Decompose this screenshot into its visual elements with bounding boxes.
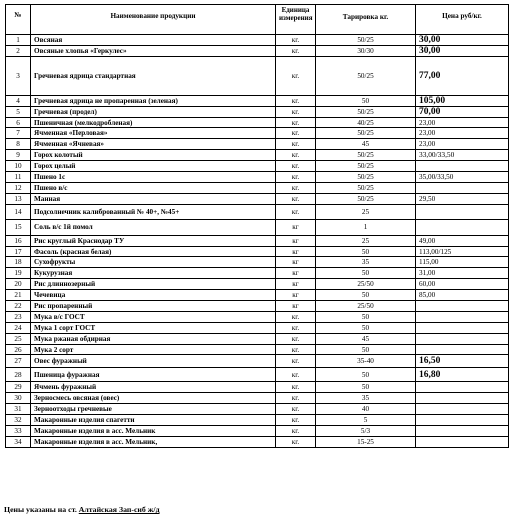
table-row (6, 106, 509, 117)
product-name: Гречневая ядрица не пропаренная (зеленая) (31, 95, 276, 106)
row-number: 26 (6, 344, 31, 355)
price-cell: 77,00 (416, 56, 509, 95)
product-name: Макаронные изделия спагетти (31, 415, 276, 426)
unit-cell: кг. (276, 355, 316, 368)
table-row (6, 150, 509, 161)
product-name: Мука ржаная обдирная (31, 333, 276, 344)
row-number: 28 (6, 368, 31, 382)
row-number: 15 (6, 219, 31, 235)
product-name: Подсолнечник калиброванный № 40+, №45+ (31, 204, 276, 219)
tare-cell: 35 (316, 257, 416, 268)
table-row (6, 382, 509, 393)
price-cell (416, 393, 509, 404)
tare-cell: 25/50 (316, 301, 416, 312)
price-cell: 30,00 (416, 45, 509, 56)
unit-cell: кг. (276, 56, 316, 95)
price-cell: 23,00 (416, 139, 509, 150)
price-cell (416, 382, 509, 393)
table-row (6, 45, 509, 56)
unit-cell: кг. (276, 368, 316, 382)
tare-cell: 25 (316, 204, 416, 219)
unit-cell: кг (276, 235, 316, 246)
table-row (6, 257, 509, 268)
price-cell (416, 311, 509, 322)
tare-cell: 50 (316, 344, 416, 355)
unit-cell: кг. (276, 436, 316, 447)
price-cell: 85,00 (416, 290, 509, 301)
tare-cell: 50 (316, 268, 416, 279)
header-num: № (6, 5, 31, 35)
unit-cell: кг (276, 279, 316, 290)
unit-cell: кг. (276, 322, 316, 333)
tare-cell: 50 (316, 311, 416, 322)
table-row (6, 172, 509, 183)
tare-cell: 50 (316, 322, 416, 333)
unit-cell: кг. (276, 128, 316, 139)
product-name: Горох колотый (31, 150, 276, 161)
table-header-row (6, 5, 509, 35)
price-cell: 31,00 (416, 268, 509, 279)
row-number: 10 (6, 161, 31, 172)
tare-cell: 5/3 (316, 426, 416, 437)
table-row (6, 393, 509, 404)
product-name: Гречневая (продел) (31, 106, 276, 117)
footer-note (4, 505, 160, 514)
price-cell: 70,00 (416, 106, 509, 117)
table-row (6, 161, 509, 172)
footer-prefix: Цены указаны на ст. (4, 505, 79, 514)
row-number: 13 (6, 193, 31, 204)
price-table (5, 4, 509, 448)
price-cell (416, 404, 509, 415)
unit-cell: кг. (276, 333, 316, 344)
table-row (6, 279, 509, 290)
table-row (6, 404, 509, 415)
product-name: Пшеничная (мелкодробленая) (31, 117, 276, 128)
product-name: Мука 1 сорт ГОСТ (31, 322, 276, 333)
product-name: Пшено 1с (31, 172, 276, 183)
table-row (6, 290, 509, 301)
product-name: Мука 2 сорт (31, 344, 276, 355)
tare-cell: 35-40 (316, 355, 416, 368)
row-number: 18 (6, 257, 31, 268)
price-cell: 113,00/125 (416, 246, 509, 257)
table-row (6, 35, 509, 46)
unit-cell: кг. (276, 35, 316, 46)
row-number: 17 (6, 246, 31, 257)
row-number: 30 (6, 393, 31, 404)
row-number: 4 (6, 95, 31, 106)
product-name: Мука в/с ГОСТ (31, 311, 276, 322)
table-row (6, 415, 509, 426)
product-name: Манная (31, 193, 276, 204)
tare-cell: 50 (316, 368, 416, 382)
tare-cell: 50 (316, 290, 416, 301)
table-row (6, 117, 509, 128)
product-name: Рис пропаренный (31, 301, 276, 312)
price-cell: 33,00/33,50 (416, 150, 509, 161)
unit-cell: кг. (276, 117, 316, 128)
unit-cell: кг. (276, 139, 316, 150)
tare-cell: 50/25 (316, 172, 416, 183)
unit-cell: кг. (276, 415, 316, 426)
table-body (6, 35, 509, 448)
price-cell: 23,00 (416, 128, 509, 139)
tare-cell: 50/25 (316, 35, 416, 46)
header-price: Цена руб/кг. (416, 5, 509, 35)
tare-cell: 45 (316, 333, 416, 344)
row-number: 20 (6, 279, 31, 290)
price-cell: 23,00 (416, 117, 509, 128)
product-name: Зерносмесь овсяная (овес) (31, 393, 276, 404)
price-cell (416, 344, 509, 355)
price-cell: 35,00/33,50 (416, 172, 509, 183)
table-row (6, 193, 509, 204)
table-row (6, 56, 509, 95)
tare-cell: 50/25 (316, 106, 416, 117)
price-cell (416, 204, 509, 219)
table-row (6, 182, 509, 193)
product-name: Ячменная «Перловая» (31, 128, 276, 139)
price-cell (416, 322, 509, 333)
table-row (6, 128, 509, 139)
price-cell (416, 182, 509, 193)
product-name: Сухофрукты (31, 257, 276, 268)
table-row (6, 235, 509, 246)
table-row (6, 268, 509, 279)
unit-cell: кг. (276, 106, 316, 117)
row-number: 33 (6, 426, 31, 437)
header-tare: Тарировка кг. (316, 5, 416, 35)
price-cell: 16,50 (416, 355, 509, 368)
price-cell (416, 436, 509, 447)
price-cell: 29,50 (416, 193, 509, 204)
tare-cell: 35 (316, 393, 416, 404)
unit-cell: кг (276, 290, 316, 301)
product-name: Макаронные изделия в асс. Мельник, (31, 436, 276, 447)
product-name: Кукурузная (31, 268, 276, 279)
row-number: 27 (6, 355, 31, 368)
tare-cell: 50/25 (316, 182, 416, 193)
row-number: 19 (6, 268, 31, 279)
tare-cell: 50 (316, 382, 416, 393)
tare-cell: 1 (316, 219, 416, 235)
unit-cell: кг. (276, 382, 316, 393)
row-number: 24 (6, 322, 31, 333)
row-number: 12 (6, 182, 31, 193)
row-number: 31 (6, 404, 31, 415)
table-row (6, 322, 509, 333)
product-name: Рис круглый Краснодар ТУ (31, 235, 276, 246)
unit-cell: кг. (276, 204, 316, 219)
table-row (6, 368, 509, 382)
row-number: 2 (6, 45, 31, 56)
row-number: 14 (6, 204, 31, 219)
price-cell: 115,00 (416, 257, 509, 268)
unit-cell: кг. (276, 150, 316, 161)
price-cell: 49,00 (416, 235, 509, 246)
price-cell: 60,00 (416, 279, 509, 290)
tare-cell: 50 (316, 246, 416, 257)
unit-cell: кг. (276, 95, 316, 106)
price-cell (416, 415, 509, 426)
tare-cell: 50/25 (316, 56, 416, 95)
unit-cell: кг (276, 257, 316, 268)
tare-cell: 15-25 (316, 436, 416, 447)
unit-cell: кг. (276, 172, 316, 183)
price-cell: 16,80 (416, 368, 509, 382)
table-row (6, 204, 509, 219)
product-name: Овес фуражный (31, 355, 276, 368)
price-cell (416, 301, 509, 312)
tare-cell: 50/25 (316, 128, 416, 139)
table-row (6, 436, 509, 447)
unit-cell: кг. (276, 393, 316, 404)
table-row (6, 311, 509, 322)
unit-cell: кг. (276, 161, 316, 172)
row-number: 7 (6, 128, 31, 139)
tare-cell: 50/25 (316, 161, 416, 172)
row-number: 34 (6, 436, 31, 447)
tare-cell: 50/25 (316, 193, 416, 204)
product-name: Фасоль (красная белая) (31, 246, 276, 257)
tare-cell: 25/50 (316, 279, 416, 290)
product-name: Пшено в/с (31, 182, 276, 193)
table-row (6, 333, 509, 344)
row-number: 8 (6, 139, 31, 150)
product-name: Чечевица (31, 290, 276, 301)
product-name: Ячмень фуражный (31, 382, 276, 393)
row-number: 23 (6, 311, 31, 322)
tare-cell: 25 (316, 235, 416, 246)
row-number: 1 (6, 35, 31, 46)
row-number: 9 (6, 150, 31, 161)
tare-cell: 50 (316, 95, 416, 106)
product-name: Зерноотходы гречневые (31, 404, 276, 415)
unit-cell: кг. (276, 182, 316, 193)
table-row (6, 139, 509, 150)
table-row (6, 219, 509, 235)
row-number: 22 (6, 301, 31, 312)
tare-cell: 40 (316, 404, 416, 415)
header-name: Наименование продукции (31, 5, 276, 35)
row-number: 25 (6, 333, 31, 344)
product-name: Горох целый (31, 161, 276, 172)
row-number: 3 (6, 56, 31, 95)
unit-cell: кг. (276, 311, 316, 322)
product-name: Соль в/с 1й помол (31, 219, 276, 235)
tare-cell: 50/25 (316, 150, 416, 161)
unit-cell: кг (276, 301, 316, 312)
price-cell (416, 161, 509, 172)
header-unit: Единица измерения (276, 5, 316, 35)
table-row (6, 246, 509, 257)
row-number: 32 (6, 415, 31, 426)
tare-cell: 40/25 (316, 117, 416, 128)
unit-cell: кг (276, 268, 316, 279)
unit-cell: кг. (276, 426, 316, 437)
unit-cell: кг. (276, 344, 316, 355)
price-cell (416, 219, 509, 235)
unit-cell: кг (276, 246, 316, 257)
row-number: 29 (6, 382, 31, 393)
price-cell: 30,00 (416, 35, 509, 46)
table-row (6, 355, 509, 368)
row-number: 11 (6, 172, 31, 183)
product-name: Макаронные изделия в асс. Мельник (31, 426, 276, 437)
unit-cell: кг. (276, 404, 316, 415)
tare-cell: 30/30 (316, 45, 416, 56)
table-row (6, 301, 509, 312)
product-name: Овсяная (31, 35, 276, 46)
row-number: 6 (6, 117, 31, 128)
table-row (6, 344, 509, 355)
price-cell (416, 426, 509, 437)
row-number: 21 (6, 290, 31, 301)
product-name: Ячменная «Ячневая» (31, 139, 276, 150)
table-row (6, 95, 509, 106)
unit-cell: кг. (276, 45, 316, 56)
row-number: 16 (6, 235, 31, 246)
tare-cell: 5 (316, 415, 416, 426)
unit-cell: кг. (276, 193, 316, 204)
unit-cell: кг (276, 219, 316, 235)
table-row (6, 426, 509, 437)
product-name: Пшеница фуражная (31, 368, 276, 382)
tare-cell: 45 (316, 139, 416, 150)
product-name: Гречневая ядрица стандартная (31, 56, 276, 95)
product-name: Рис длиннозерный (31, 279, 276, 290)
price-cell: 105,00 (416, 95, 509, 106)
product-name: Овсяные хлопья «Геркулес» (31, 45, 276, 56)
row-number: 5 (6, 106, 31, 117)
price-cell (416, 333, 509, 344)
footer-station: Алтайская Зап-сиб ж/д (78, 505, 160, 514)
